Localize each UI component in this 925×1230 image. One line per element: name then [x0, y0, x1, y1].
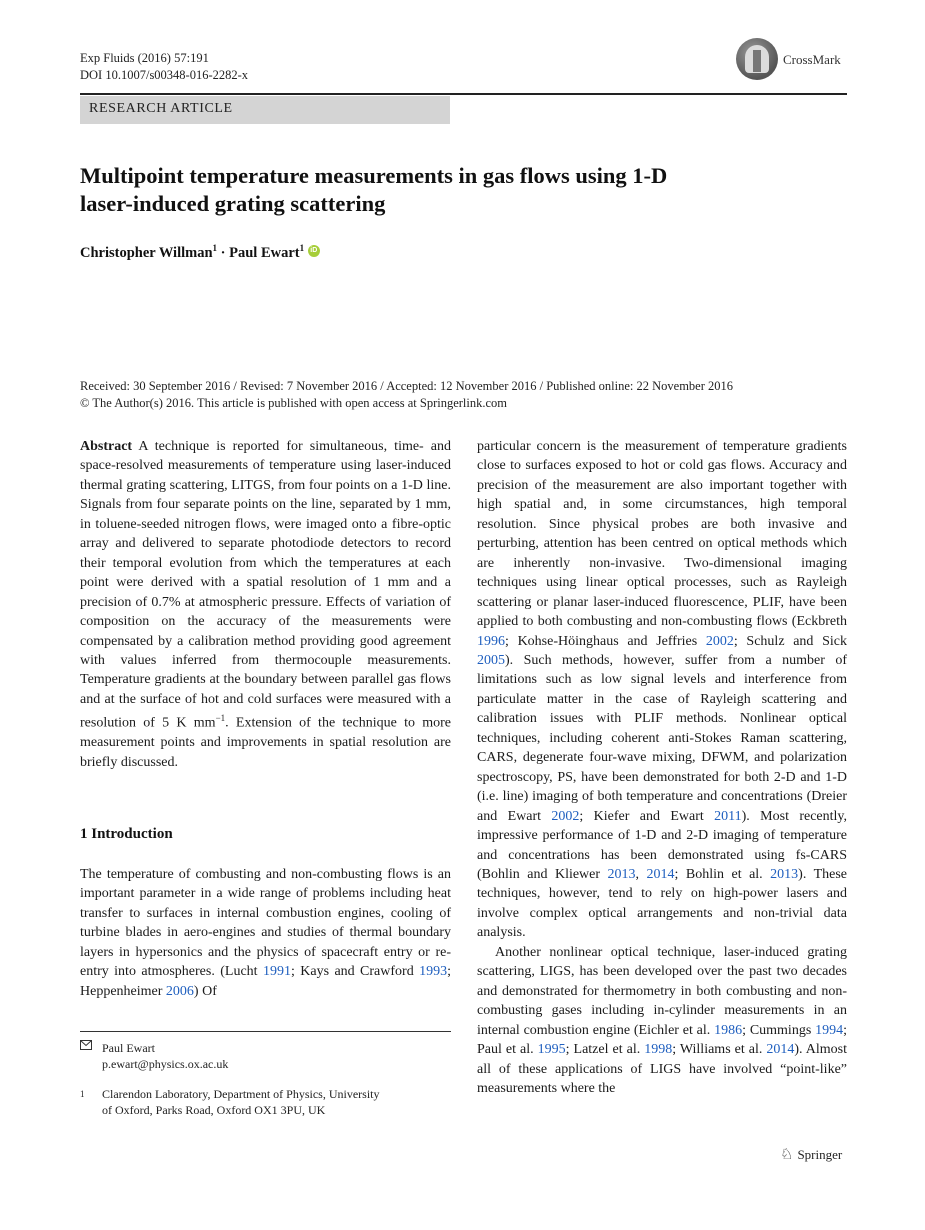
text: ; Schulz and Sick: [733, 633, 847, 649]
citation-link[interactable]: 2013: [770, 866, 799, 882]
abstract-text: . Extension of the technique to more measurement points and improvements in spatial resolution are briefly discussed.: [80, 716, 451, 770]
journal-header: [80, 50, 248, 84]
abstract-label: Abstract: [80, 439, 133, 454]
section-heading: 1 Introduction: [80, 826, 173, 842]
citation-link[interactable]: 2002: [551, 808, 580, 824]
author-name[interactable]: Christopher Willman: [80, 244, 213, 261]
envelope-icon: [80, 1040, 96, 1050]
publisher-name: Springer: [797, 1147, 843, 1162]
citation-link[interactable]: 1993: [419, 964, 448, 980]
springer-horse-icon: ♘: [780, 1147, 794, 1163]
unit-exponent: −1: [215, 713, 226, 724]
citation-link[interactable]: 1998: [644, 1042, 673, 1058]
affiliation-marker: 1: [299, 243, 305, 253]
text: ). Almost all of these applications of LIGS have involved “point-like” measurements where the: [477, 1042, 847, 1096]
dates-line: Received: 30 September 2016 / Revised: 7 November 2016 / Accepted: 12 November 2016 / Published online: 22 November 2016: [80, 379, 733, 393]
orcid-icon[interactable]: iD: [308, 245, 320, 257]
text: particular concern is the measurement of temperature gradients close to surfaces exposed to hot or cold gas flows. Accuracy and precision of the measurement are also important together with high spatial and, in some circumstances, high temporal resolution. Since physical probes are both invasive and perturbing, attention has been centred on optical methods which are inherently non-invasive. Two-dimensional imaging techniques using linear optical processes, such as Rayleigh scattering or planar laser-induced fluorescence, PLIF, have been applied to both combusting and non-combusting flows (Eckbreth: [477, 439, 847, 630]
footnote-rule: [80, 1031, 451, 1032]
paragraph: [80, 865, 451, 1001]
affiliation-marker: 1: [212, 243, 218, 253]
author-name[interactable]: Paul Ewart: [229, 244, 300, 261]
text: ; Heppenheimer: [80, 964, 452, 999]
citation-link[interactable]: 1995: [537, 1042, 566, 1058]
text: ). These techniques, however, tend to rely on high-power lasers and involve complex optical arrangements and non-trivial data analysis.: [477, 866, 847, 941]
contact-name: Paul Ewart: [102, 1041, 155, 1055]
citation-link[interactable]: 2014: [646, 866, 675, 882]
abstract: [80, 437, 451, 772]
text: ; Kays and Crawford: [290, 964, 420, 980]
citation-link[interactable]: 2005: [477, 652, 505, 668]
abstract-paragraph: [80, 437, 451, 772]
title-line-2: laser-induced grating scattering: [80, 191, 386, 216]
text: ,: [635, 866, 647, 882]
text: The temperature of combusting and non-combusting flows is an important parameter in a wide range of problems including heat transfer to surfaces in internal combustion engines, cooling of turbine blades in aero-engines and studies of thermal boundary layers in hypersonics and the physics of spacecraft entry or re-entry into atmospheres. (Lucht: [80, 867, 451, 980]
citation-link[interactable]: 1994: [815, 1022, 844, 1038]
article-title: [80, 162, 800, 218]
text: ) Of: [193, 983, 217, 999]
crossmark-badge[interactable]: [736, 38, 856, 82]
citation-link[interactable]: 2013: [607, 866, 636, 882]
text: ). Such methods, however, suffer from a number of limitations such as low signal levels and interference from particulate matter in the case of Rayleigh scattering and calibration issues with PLIF methods. Nonlinear optical techniques, including coherent anti-Stokes Raman scattering, CARS, degenerate four-wave mixing, DFWM, and polarization spectroscopy, PS, have been demonstrated for both 2-D and 1-D (i.e. line) imaging of both temperature and concentrations (Dreier and Ewart: [477, 652, 847, 824]
publisher-logo: [780, 1145, 842, 1164]
body-right-column: [477, 437, 847, 1098]
text: ). Most recently, impressive performance of 1-D and 2-D imaging of temperature and concentrations has been demonstrated using fs-CARS (Bohlin and Kliewer: [477, 808, 847, 882]
crossmark-icon: [736, 38, 778, 80]
citation-link[interactable]: 2006: [165, 983, 194, 999]
article-type: RESEARCH ARTICLE: [89, 101, 233, 116]
publication-history: [80, 378, 733, 412]
text: ; Latzel et al.: [565, 1042, 645, 1058]
contact-email[interactable]: p.ewart@physics.ox.ac.uk: [102, 1057, 229, 1071]
title-line-1: Multipoint temperature measurements in gas flows using 1-D: [80, 163, 668, 188]
text: ; Kohse-Höinghaus and Jeffries: [505, 633, 706, 649]
journal-doi[interactable]: DOI 10.1007/s00348-016-2282-x: [80, 68, 249, 82]
abstract-text: A technique is reported for simultaneous, time- and space-resolved measurements of temperature using laser-induced thermal grating scattering, LITGS, from four points on a 1-D line. Signals from four separate points on the line, separated by 1 mm, in toluene-seeded nitrogen flows, were imaged onto a fibre-optic array and delivered to separate photodiode detectors to record their temporal evolution from which the temperatures at each point were derived with a spatial resolution of 1 mm and a precision of 0.7% at atmospheric pressure. Effects of variation of composition on the accuracy of the measurements were compensated by a calibration method providing good agreement with values inferred from thermocouple measurements. Temperature gradients at the boundary between parallel gas flows and at the surface of hot and cold surfaces were measured with a resolution of 5 K mm: [80, 439, 451, 731]
paragraph: [477, 437, 847, 943]
text: ; Bohlin et al.: [674, 866, 771, 882]
text: ; Paul et al.: [477, 1022, 847, 1058]
citation-link[interactable]: 2011: [714, 808, 742, 824]
text: Another nonlinear optical technique, laser-induced grating scattering, LIGS, has been developed over the past two decades and demonstrated for thermometry in both combusting and non-combusting gases including in-cylinder measurements in an internal combustion engine (Eichler et al.: [477, 944, 847, 1038]
paragraph: [477, 943, 847, 1099]
affiliation: [102, 1086, 380, 1118]
affiliation-line: Clarendon Laboratory, Department of Physics, University: [102, 1087, 380, 1101]
citation-link[interactable]: 1986: [714, 1022, 743, 1038]
author-separator: ·: [217, 244, 230, 261]
author-list: [80, 243, 320, 262]
introduction-text: [80, 865, 451, 1001]
corresponding-author: [102, 1040, 228, 1072]
citation-link[interactable]: 2014: [766, 1042, 795, 1058]
header-rule: [80, 93, 847, 95]
citation-link[interactable]: 1996: [477, 633, 505, 649]
text: ; Kiefer and Ewart: [579, 808, 715, 824]
crossmark-label: CrossMark: [783, 52, 841, 67]
text: ; Cummings: [742, 1022, 816, 1038]
article-type-banner: [80, 96, 450, 124]
text: ; Williams et al.: [672, 1042, 767, 1058]
copyright-line: © The Author(s) 2016. This article is published with open access at Springerlink.com: [80, 396, 508, 410]
affiliation-line: of Oxford, Parks Road, Oxford OX1 3PU, UK: [102, 1103, 326, 1117]
affiliation-number: 1: [80, 1089, 85, 1099]
citation-link[interactable]: 1991: [262, 964, 291, 980]
journal-citation: Exp Fluids (2016) 57:191: [80, 51, 209, 65]
citation-link[interactable]: 2002: [705, 633, 734, 649]
